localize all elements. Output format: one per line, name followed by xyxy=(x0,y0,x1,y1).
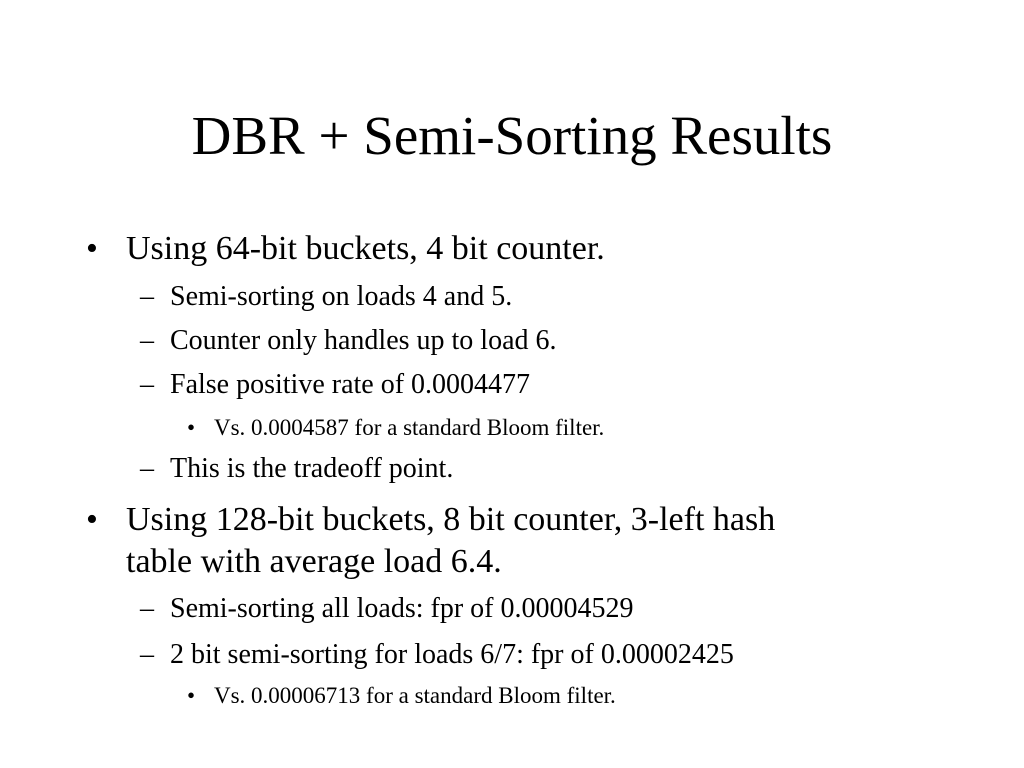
sub-bullet-text: Counter only handles up to load 6. xyxy=(170,325,557,356)
bullet-text: Using 64-bit buckets, 4 bit counter. xyxy=(126,230,605,267)
bullet-marker: • xyxy=(187,683,196,708)
sub-sub-bullet-text: Vs. 0.00006713 for a standard Bloom filter. xyxy=(214,683,616,708)
bullet-text-line-1: Using 128-bit buckets, 8 bit counter, 3-left hash xyxy=(126,501,776,538)
dash-marker: – xyxy=(140,369,154,400)
bullet-marker: • xyxy=(86,501,98,538)
bullet-marker: • xyxy=(86,230,98,267)
sub-sub-bullet-text: Vs. 0.0004587 for a standard Bloom filter. xyxy=(214,415,605,440)
slide-title: DBR + Semi-Sorting Results xyxy=(191,105,833,166)
sub-bullet-text: This is the tradeoff point. xyxy=(170,453,454,484)
dash-marker: – xyxy=(140,281,154,312)
sub-bullet-text: Semi-sorting all loads: fpr of 0.00004529 xyxy=(170,593,634,624)
dash-marker: – xyxy=(140,593,154,624)
sub-bullet-text: 2 bit semi-sorting for loads 6/7: fpr of 0.00002425 xyxy=(170,639,734,670)
bullet-marker: • xyxy=(187,415,196,440)
dash-marker: – xyxy=(140,639,154,670)
dash-marker: – xyxy=(140,453,154,484)
bullet-text-line-2: table with average load 6.4. xyxy=(126,543,502,580)
sub-bullet-text: False positive rate of 0.0004477 xyxy=(170,369,531,400)
dash-marker: – xyxy=(140,325,154,356)
sub-bullet-text: Semi-sorting on loads 4 and 5. xyxy=(170,281,513,312)
